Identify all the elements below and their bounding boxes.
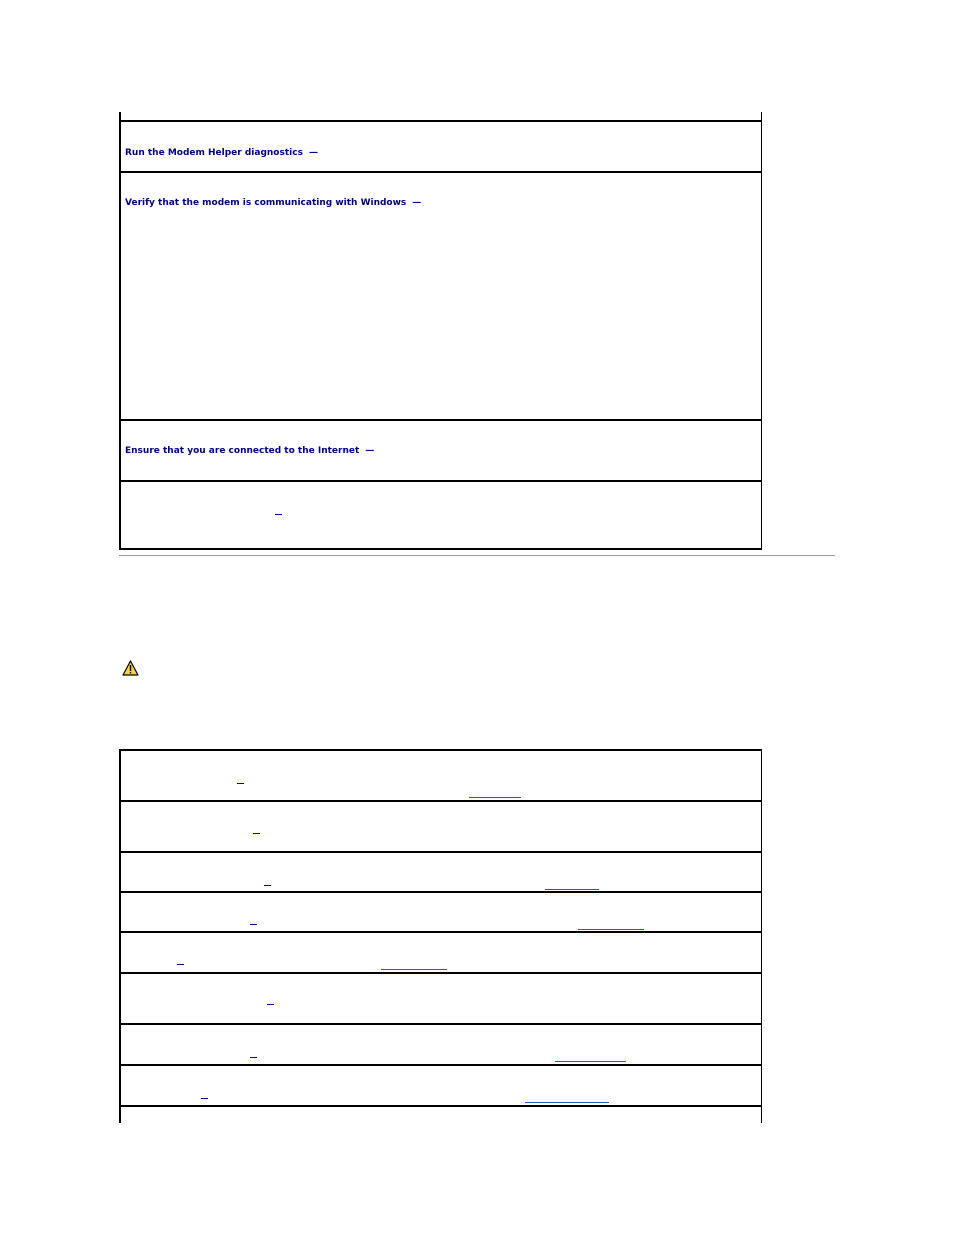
reference-link[interactable]: [469, 796, 521, 798]
modem-helper-step: [125, 148, 318, 158]
reference-link[interactable]: [545, 888, 599, 890]
step-dash: —: [308, 148, 318, 158]
table-row: [121, 1023, 761, 1064]
reference-link[interactable]: [525, 1101, 609, 1103]
reference-link[interactable]: [578, 928, 644, 930]
caution-triangle-icon: [122, 660, 139, 676]
step-dash-marker: [201, 1097, 208, 1099]
table-row: [121, 1105, 761, 1123]
step-dash-marker: [250, 1056, 257, 1058]
step-dash-marker: [177, 963, 184, 965]
section-divider: [119, 555, 835, 556]
table-row: [121, 1064, 761, 1105]
table-row: [121, 171, 761, 419]
table-row: [121, 480, 761, 548]
step-label: Verify that the modem is communicating with Windows: [125, 198, 407, 208]
step-dash: —: [365, 446, 375, 456]
table-row: [121, 120, 761, 171]
table-row: [121, 851, 761, 891]
table-row: [121, 800, 761, 851]
step-label: Ensure that you are connected to the Internet: [125, 446, 360, 456]
step-dash-marker: [237, 782, 244, 784]
table-row: [121, 749, 761, 800]
modem-troubleshooting-table: [119, 112, 762, 550]
reference-link[interactable]: [555, 1060, 626, 1062]
step-dash-marker: [253, 832, 260, 834]
table-row: [121, 419, 761, 480]
verify-modem-step: [125, 198, 421, 208]
internet-connection-step: [125, 446, 374, 456]
step-dash-marker: [267, 1003, 274, 1005]
table-row: [121, 112, 761, 120]
step-label: Run the Modem Helper diagnostics: [125, 148, 303, 158]
table-row: [121, 972, 761, 1023]
component-table: [119, 749, 762, 1123]
step-dash-marker: [250, 923, 257, 925]
reference-link[interactable]: [381, 968, 447, 970]
table-row: [121, 931, 761, 972]
step-dash-marker: [275, 513, 282, 515]
step-dash-marker: [264, 884, 271, 886]
table-row: [121, 891, 761, 931]
step-dash: —: [412, 198, 422, 208]
